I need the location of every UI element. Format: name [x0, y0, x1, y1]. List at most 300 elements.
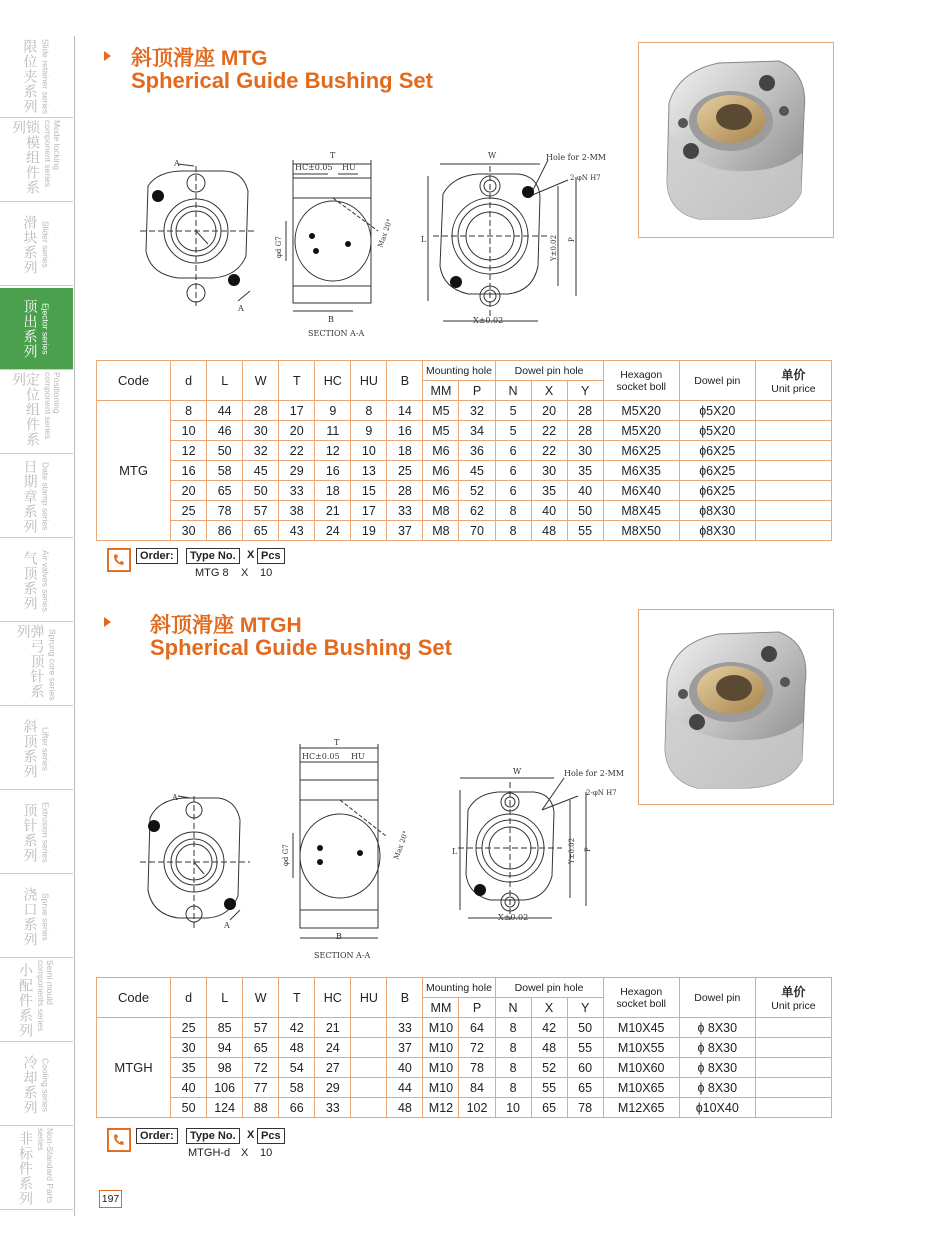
- label-a-top: A: [174, 159, 180, 168]
- header-y: Y: [567, 381, 603, 401]
- cell-y: 55: [567, 521, 603, 541]
- cell-x: 55: [531, 1078, 567, 1098]
- label-a-bottom: A: [238, 304, 244, 313]
- cell-hu: 19: [351, 521, 387, 541]
- header-b: B: [387, 361, 423, 401]
- cell-unit-price: [755, 501, 831, 521]
- cell-hex: M10X65: [603, 1078, 679, 1098]
- header-dowel-pin: Dowel pin: [679, 361, 755, 401]
- cell-b: 28: [387, 481, 423, 501]
- cell-pin: ɸ 8X30: [679, 1078, 755, 1098]
- technical-drawing-mtg: [138, 136, 628, 346]
- section-title-en: Spherical Guide Bushing Set: [131, 68, 433, 93]
- cell-mm: M6: [423, 481, 459, 501]
- cell-b: 33: [387, 1018, 423, 1038]
- cell-d: 12: [171, 441, 207, 461]
- cell-w: 65: [243, 521, 279, 541]
- cell-t: 38: [279, 501, 315, 521]
- cell-n: 5: [495, 421, 531, 441]
- cell-w: 57: [243, 501, 279, 521]
- header-unit-price-en: Unit price: [771, 383, 816, 395]
- label-p: P: [568, 237, 576, 242]
- section-title-en: Spherical Guide Bushing Set: [150, 635, 452, 660]
- sidebar-item-label-zh: 非标件系列: [18, 1131, 34, 1206]
- cell-b: 33: [387, 501, 423, 521]
- sidebar-item[interactable]: [0, 456, 73, 538]
- sidebar-item[interactable]: [0, 540, 73, 622]
- cell-pin: ɸ8X30: [679, 501, 755, 521]
- header-mounting-hole: Mounting hole: [423, 361, 495, 381]
- header-mm: MM: [423, 381, 459, 401]
- sidebar-item-label-zh: 顶出系列: [22, 298, 39, 359]
- sidebar-item-label-en: Mode locking component series: [43, 120, 62, 188]
- sidebar-item[interactable]: [0, 288, 73, 370]
- cell-mm: M8: [423, 521, 459, 541]
- sidebar-item[interactable]: [0, 960, 73, 1042]
- label-p: P: [584, 847, 592, 852]
- header-mm: MM: [423, 998, 459, 1018]
- header-unit-price: [755, 361, 831, 401]
- cell-pin: ɸ6X25: [679, 481, 755, 501]
- cell-n: 6: [495, 481, 531, 501]
- cell-n: 6: [495, 461, 531, 481]
- cell-t: 43: [279, 521, 315, 541]
- sidebar-item-label-zh: 冷却系列: [22, 1054, 39, 1115]
- cell-hc: 33: [315, 1098, 351, 1118]
- cell-w: 77: [243, 1078, 279, 1098]
- header-w: W: [243, 978, 279, 1018]
- sidebar-item-label-en: Date stamp series: [40, 462, 51, 531]
- cell-p: 36: [459, 441, 495, 461]
- header-d: d: [171, 361, 207, 401]
- header-unit-price-zh: 单价: [781, 985, 806, 999]
- title-arrow-icon: [104, 51, 111, 61]
- header-x: X: [531, 998, 567, 1018]
- cell-hex: M8X50: [603, 521, 679, 541]
- cell-x: 20: [531, 401, 567, 421]
- page-number: 197: [99, 1190, 122, 1208]
- header-b: B: [387, 978, 423, 1018]
- cell-t: 33: [279, 481, 315, 501]
- label-phid: φd G7: [275, 236, 283, 258]
- cell-hex: M10X60: [603, 1058, 679, 1078]
- label-hu: HU: [342, 163, 356, 172]
- label-hu: HU: [351, 752, 365, 761]
- cell-pin: ɸ 8X30: [679, 1018, 755, 1038]
- cell-hu: 10: [351, 441, 387, 461]
- cell-unit-price: [755, 441, 831, 461]
- header-dowel-pin-hole: Dowel pin hole: [495, 978, 603, 998]
- sidebar-item-label-en: Slide retainer series: [40, 38, 51, 115]
- cell-p: 34: [459, 421, 495, 441]
- header-mounting-hole: Mounting hole: [423, 978, 495, 998]
- sidebar-item[interactable]: [0, 36, 73, 118]
- cell-d: 50: [171, 1098, 207, 1118]
- cell-b: 40: [387, 1058, 423, 1078]
- header-hc: HC: [315, 978, 351, 1018]
- cell-l: 78: [207, 501, 243, 521]
- sidebar-item-label-en: Positioning component series: [43, 372, 62, 440]
- cell-hc: 9: [315, 401, 351, 421]
- sidebar-item-label-en: Non-Standard Parts series: [36, 1128, 55, 1204]
- cell-l: 85: [207, 1018, 243, 1038]
- sidebar-item[interactable]: [0, 876, 73, 958]
- cell-pin: ɸ10X40: [679, 1098, 755, 1118]
- cell-pin: ɸ5X20: [679, 421, 755, 441]
- cell-y: 65: [567, 1078, 603, 1098]
- header-d: d: [171, 978, 207, 1018]
- label-w: W: [488, 151, 497, 160]
- cell-d: 8: [171, 401, 207, 421]
- label-section: SECTION A-A: [314, 951, 371, 960]
- label-l: L: [452, 847, 458, 856]
- header-p: P: [459, 381, 495, 401]
- sidebar-item-label-en: Slider series: [40, 221, 51, 268]
- cell-pin: ɸ6X25: [679, 441, 755, 461]
- cell-hc: 16: [315, 461, 351, 481]
- cell-w: 50: [243, 481, 279, 501]
- cell-y: 55: [567, 1038, 603, 1058]
- label-hole: Hole for 2-MM: [546, 153, 606, 162]
- cell-w: 28: [243, 401, 279, 421]
- header-x: X: [531, 381, 567, 401]
- cell-hc: 11: [315, 421, 351, 441]
- cell-mm: M8: [423, 501, 459, 521]
- label-x: X±0.02: [473, 316, 504, 325]
- cell-n: 8: [495, 1058, 531, 1078]
- cell-p: 64: [459, 1018, 495, 1038]
- cell-hu: 15: [351, 481, 387, 501]
- label-a-bottom: A: [224, 921, 230, 930]
- cell-y: 28: [567, 401, 603, 421]
- cell-w: 30: [243, 421, 279, 441]
- header-code: Code: [97, 361, 171, 401]
- sidebar-item[interactable]: [0, 120, 73, 202]
- cell-pin: ɸ 8X30: [679, 1038, 755, 1058]
- label-y: Y±0.02: [550, 234, 558, 261]
- sidebar-item-label-zh: 滑块系列: [22, 214, 39, 275]
- cell-p: 78: [459, 1058, 495, 1078]
- cell-l: 98: [207, 1058, 243, 1078]
- order-example-qty: 10: [260, 567, 273, 579]
- cell-mm: M10: [423, 1018, 459, 1038]
- table-row: [97, 461, 832, 481]
- cell-p: 72: [459, 1038, 495, 1058]
- code-cell: MTGH: [97, 1018, 171, 1118]
- sidebar-item-label-en: Ejector series: [40, 302, 51, 355]
- cell-hu: 13: [351, 461, 387, 481]
- table-row: [97, 501, 832, 521]
- cell-w: 72: [243, 1058, 279, 1078]
- cell-unit-price: [755, 521, 831, 541]
- header-hexagon: Hexagon socket boll: [603, 978, 679, 1018]
- cell-x: 48: [531, 1038, 567, 1058]
- label-n: 2-φN H7: [570, 174, 601, 182]
- cell-n: 8: [495, 501, 531, 521]
- cell-unit-price: [755, 1038, 831, 1058]
- cell-hc: 21: [315, 1018, 351, 1038]
- table-row: [97, 421, 832, 441]
- label-phid: φd G7: [282, 844, 290, 866]
- header-w: W: [243, 361, 279, 401]
- sidebar-item[interactable]: [0, 372, 73, 454]
- order-example-x: X: [241, 1147, 249, 1159]
- cell-t: 54: [279, 1058, 315, 1078]
- order-info: [107, 548, 307, 580]
- cell-pin: ɸ 8X30: [679, 1058, 755, 1078]
- sidebar-item-label-zh: 顶针系列: [22, 802, 39, 863]
- label-b: B: [328, 315, 334, 324]
- cell-y: 30: [567, 441, 603, 461]
- cell-p: 32: [459, 401, 495, 421]
- cell-p: 84: [459, 1078, 495, 1098]
- header-dowel-pin: Dowel pin: [679, 978, 755, 1018]
- cell-hc: 27: [315, 1058, 351, 1078]
- cell-pin: ɸ6X25: [679, 461, 755, 481]
- cell-unit-price: [755, 1078, 831, 1098]
- sidebar-item-label-en: Lifter series: [40, 726, 51, 771]
- cell-y: 60: [567, 1058, 603, 1078]
- header-l: L: [207, 361, 243, 401]
- code-cell: MTG: [97, 401, 171, 541]
- cell-t: 58: [279, 1078, 315, 1098]
- label-hole: Hole for 2-MM: [564, 769, 624, 778]
- cell-hc: 29: [315, 1078, 351, 1098]
- cell-b: 37: [387, 521, 423, 541]
- sidebar-item-label-zh: 气顶系列: [22, 550, 39, 611]
- cell-mm: M10: [423, 1058, 459, 1078]
- cell-b: 25: [387, 461, 423, 481]
- cell-p: 62: [459, 501, 495, 521]
- sidebar-item-label-zh: 定位组件系列: [11, 372, 41, 447]
- cell-b: 18: [387, 441, 423, 461]
- cell-y: 50: [567, 501, 603, 521]
- cell-l: 44: [207, 401, 243, 421]
- cell-n: 8: [495, 1038, 531, 1058]
- order-x: X: [247, 1129, 255, 1141]
- order-type-no: Type No.: [186, 1128, 240, 1144]
- order-example-x: X: [241, 567, 249, 579]
- sidebar-item[interactable]: [0, 708, 73, 790]
- cell-n: 5: [495, 401, 531, 421]
- cell-t: 66: [279, 1098, 315, 1118]
- cell-b: 37: [387, 1038, 423, 1058]
- cell-mm: M10: [423, 1038, 459, 1058]
- cell-y: 35: [567, 461, 603, 481]
- header-n: N: [495, 381, 531, 401]
- sidebar-item-label-zh: 斜顶系列: [22, 718, 39, 779]
- cell-mm: M6: [423, 441, 459, 461]
- label-hc: HC±0.05: [295, 163, 333, 172]
- label-n: 2-φN H7: [586, 789, 617, 797]
- cell-mm: M10: [423, 1078, 459, 1098]
- cell-t: 29: [279, 461, 315, 481]
- cell-p: 52: [459, 481, 495, 501]
- cell-hc: 18: [315, 481, 351, 501]
- cell-t: 17: [279, 401, 315, 421]
- cell-d: 40: [171, 1078, 207, 1098]
- order-x: X: [247, 549, 255, 561]
- cell-hex: M6X40: [603, 481, 679, 501]
- cell-hex: M8X45: [603, 501, 679, 521]
- sidebar-item-label-en: Sprung core series: [47, 628, 58, 701]
- section-title-zh: 斜顶滑座 MTGH: [150, 614, 302, 637]
- product-photo: [638, 609, 834, 805]
- cell-b: 14: [387, 401, 423, 421]
- cell-y: 40: [567, 481, 603, 501]
- sidebar-item[interactable]: [0, 792, 73, 874]
- header-hexagon: Hexagon socket boll: [603, 361, 679, 401]
- product-photo: [638, 42, 834, 238]
- cell-w: 45: [243, 461, 279, 481]
- cell-b: 16: [387, 421, 423, 441]
- cell-l: 46: [207, 421, 243, 441]
- cell-n: 10: [495, 1098, 531, 1118]
- sidebar-item[interactable]: [0, 1044, 73, 1126]
- cell-l: 50: [207, 441, 243, 461]
- cell-hex: M6X25: [603, 441, 679, 461]
- cell-d: 25: [171, 501, 207, 521]
- label-b: B: [336, 932, 342, 941]
- label-t: T: [330, 151, 336, 160]
- order-example-code: MTGH-d: [188, 1147, 231, 1159]
- order-example-code: MTG 8: [195, 567, 229, 579]
- cell-w: 88: [243, 1098, 279, 1118]
- cell-l: 86: [207, 521, 243, 541]
- header-y: Y: [567, 998, 603, 1018]
- cell-hc: 24: [315, 521, 351, 541]
- cell-d: 16: [171, 461, 207, 481]
- cell-unit-price: [755, 401, 831, 421]
- cell-w: 65: [243, 1038, 279, 1058]
- sidebar-nav: [0, 36, 75, 1216]
- header-unit-price: [755, 978, 831, 1018]
- cell-hu: [351, 1098, 387, 1118]
- label-y: Y±0.02: [568, 837, 576, 864]
- cell-l: 65: [207, 481, 243, 501]
- cell-hu: 17: [351, 501, 387, 521]
- cell-mm: M5: [423, 401, 459, 421]
- header-l: L: [207, 978, 243, 1018]
- cell-d: 35: [171, 1058, 207, 1078]
- cell-d: 30: [171, 521, 207, 541]
- cell-w: 57: [243, 1018, 279, 1038]
- sidebar-item-label-en: Air valves series: [40, 549, 51, 612]
- header-hc: HC: [315, 361, 351, 401]
- cell-p: 45: [459, 461, 495, 481]
- cell-x: 22: [531, 421, 567, 441]
- table-row: [97, 521, 832, 541]
- cell-l: 94: [207, 1038, 243, 1058]
- cell-x: 40: [531, 501, 567, 521]
- cell-unit-price: [755, 1098, 831, 1118]
- phone-icon: [107, 1128, 131, 1152]
- cell-l: 106: [207, 1078, 243, 1098]
- order-label: Order:: [136, 1128, 178, 1144]
- label-hc: HC±0.05: [302, 752, 340, 761]
- label-section: SECTION A-A: [308, 329, 365, 338]
- sidebar-item-label-en: Extrusion series: [40, 802, 51, 863]
- cell-n: 6: [495, 441, 531, 461]
- title-arrow-icon: [104, 617, 111, 627]
- cell-d: 25: [171, 1018, 207, 1038]
- cell-hu: [351, 1038, 387, 1058]
- cell-unit-price: [755, 1058, 831, 1078]
- cell-y: 78: [567, 1098, 603, 1118]
- cell-p: 102: [459, 1098, 495, 1118]
- cell-hc: 21: [315, 501, 351, 521]
- cell-unit-price: [755, 461, 831, 481]
- table-row: [97, 441, 832, 461]
- cell-t: 20: [279, 421, 315, 441]
- cell-hex: M12X65: [603, 1098, 679, 1118]
- label-l: L: [421, 235, 427, 244]
- label-a-top: A: [172, 793, 178, 802]
- header-code: Code: [97, 978, 171, 1018]
- cell-hc: 24: [315, 1038, 351, 1058]
- header-hu: HU: [351, 361, 387, 401]
- sidebar-item-label-zh: 浇口系列: [22, 886, 39, 947]
- table-row: [97, 1018, 832, 1038]
- cell-hc: 12: [315, 441, 351, 461]
- cell-unit-price: [755, 421, 831, 441]
- cell-w: 32: [243, 441, 279, 461]
- cell-p: 70: [459, 521, 495, 541]
- cell-x: 30: [531, 461, 567, 481]
- sidebar-item-label-zh: 锁模组件系列: [11, 120, 41, 195]
- cell-d: 20: [171, 481, 207, 501]
- header-unit-price-en: Unit price: [771, 1000, 816, 1012]
- section-title-zh: 斜顶滑座 MTG: [131, 47, 268, 70]
- cell-d: 30: [171, 1038, 207, 1058]
- sidebar-item-label-zh: 小配件系列: [18, 963, 34, 1038]
- cell-b: 44: [387, 1078, 423, 1098]
- table-row: [97, 1058, 832, 1078]
- cell-hex: M5X20: [603, 421, 679, 441]
- label-w: W: [513, 767, 522, 776]
- cell-b: 48: [387, 1098, 423, 1118]
- cell-n: 8: [495, 1018, 531, 1038]
- cell-n: 8: [495, 1078, 531, 1098]
- label-t: T: [334, 738, 340, 747]
- cell-x: 22: [531, 441, 567, 461]
- sidebar-item-label-en: Sprue series: [40, 892, 51, 941]
- header-n: N: [495, 998, 531, 1018]
- cell-t: 22: [279, 441, 315, 461]
- cell-hex: M5X20: [603, 401, 679, 421]
- cell-x: 52: [531, 1058, 567, 1078]
- sidebar-item[interactable]: [0, 204, 73, 286]
- sidebar-item[interactable]: [0, 1128, 73, 1210]
- cell-x: 42: [531, 1018, 567, 1038]
- table-row: [97, 1098, 832, 1118]
- sidebar-item-label-zh: 弹弓顶针系列: [15, 624, 46, 699]
- technical-drawing-mtgh: [138, 738, 628, 968]
- label-x: X±0.02: [498, 913, 529, 922]
- table-body: [97, 1018, 832, 1118]
- order-pcs: Pcs: [257, 548, 285, 564]
- header-t: T: [279, 978, 315, 1018]
- order-type-no: Type No.: [186, 548, 240, 564]
- cell-d: 10: [171, 421, 207, 441]
- order-info: [107, 1128, 307, 1160]
- order-example-qty: 10: [260, 1147, 273, 1159]
- sidebar-item-label-zh: 日期章系列: [22, 459, 39, 534]
- header-p: P: [459, 998, 495, 1018]
- cell-t: 48: [279, 1038, 315, 1058]
- sidebar-item[interactable]: [0, 624, 73, 706]
- cell-mm: M12: [423, 1098, 459, 1118]
